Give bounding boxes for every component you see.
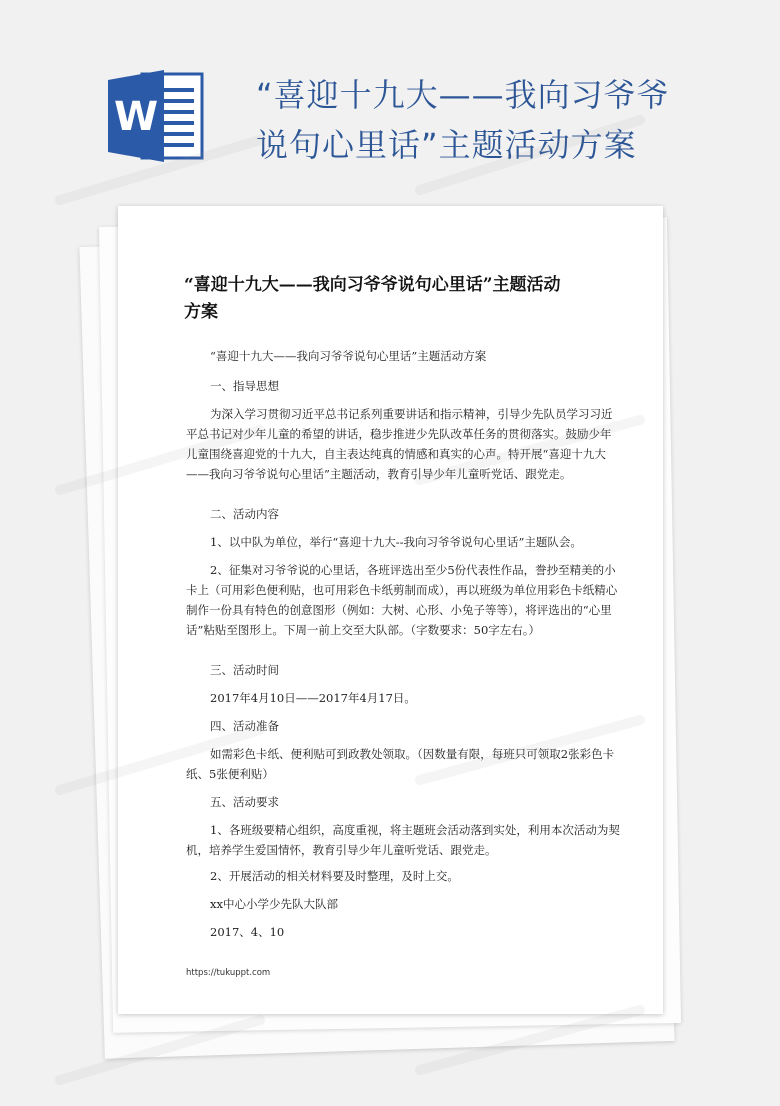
paragraph-requirement-2: 2、开展活动的相关材料要及时整理，及时上交。: [210, 869, 459, 883]
paragraph-activity-time: 2017年4月10日——2017年4月17日。: [210, 691, 416, 705]
document-title-line1: “喜迎十九大——我向习爷爷说句心里话”主题活动: [184, 275, 561, 295]
document-page: [118, 206, 663, 1014]
word-icon-letter: W: [113, 94, 159, 140]
header: [0, 0, 780, 200]
signature-organization: xx中心小学少先队大队部: [210, 897, 338, 911]
paragraph-guiding-thought: 为深入学习贯彻习近平总书记系列重要讲话和指示精神，引导少先队员学习习近平总书记对少年儿童的希望的讲话，稳步推进少先队改革任务的贯彻落实。鼓励少年儿童围绕喜迎党的十九大，自主表达纯真的情感和真实的心声。特开展“喜迎十九大——我向习爷爷说句心里话”主题活动，教育引导少年儿童听党话、跟党走。: [186, 407, 613, 481]
heading-activity-preparation: 四、活动准备: [210, 719, 279, 733]
signature-date: 2017、4、10: [210, 925, 285, 939]
paragraph-requirement-1: 1、各班级要精心组织，高度重视，将主题班会活动落到实处，利用本次活动为契机，培养学生爱国情怀，教育引导少年儿童听党话、跟党走。: [186, 823, 620, 857]
header-title: [256, 70, 676, 170]
header-title-line1: “喜迎十九大——我向习爷爷: [256, 76, 670, 114]
paragraph-content-2: 2、征集对习爷爷说的心里话，各班评选出至少5份代表性作品，誊抄至精美的小卡上（可用彩色便利贴，也可用彩色卡纸剪制而成），再以班级为单位用彩色卡纸精心制作一份具有特色的创意图形（例如：大树、心形、小兔子等等），将评选出的“心里话”粘贴至图形上。下周一前上交至大队部。（字数要求：50字左右。）: [186, 563, 618, 637]
paragraph-subtitle: “喜迎十九大——我向习爷爷说句心里话”主题活动方案: [210, 349, 487, 363]
paragraph-activity-preparation: 如需彩色卡纸、便利贴可到政教处领取。（因数量有限，每班只可领取2张彩色卡纸、5张便利贴）: [186, 747, 615, 781]
document-title-line2: 方案: [184, 302, 218, 322]
header-title-line2: 说句心里话”主题活动方案: [256, 126, 637, 164]
footer-url: https://tukuppt.com: [186, 968, 271, 978]
heading-activity-requirements: 五、活动要求: [210, 795, 279, 809]
heading-activity-time: 三、活动时间: [210, 663, 279, 677]
heading-activity-content: 二、活动内容: [210, 507, 279, 521]
document-title: [184, 272, 624, 326]
word-document-icon: [108, 68, 208, 164]
heading-guiding-thought: 一、指导思想: [210, 379, 279, 393]
paragraph-content-1: 1、以中队为单位，举行“喜迎十九大--我向习爷爷说句心里话”主题队会。: [210, 535, 582, 549]
